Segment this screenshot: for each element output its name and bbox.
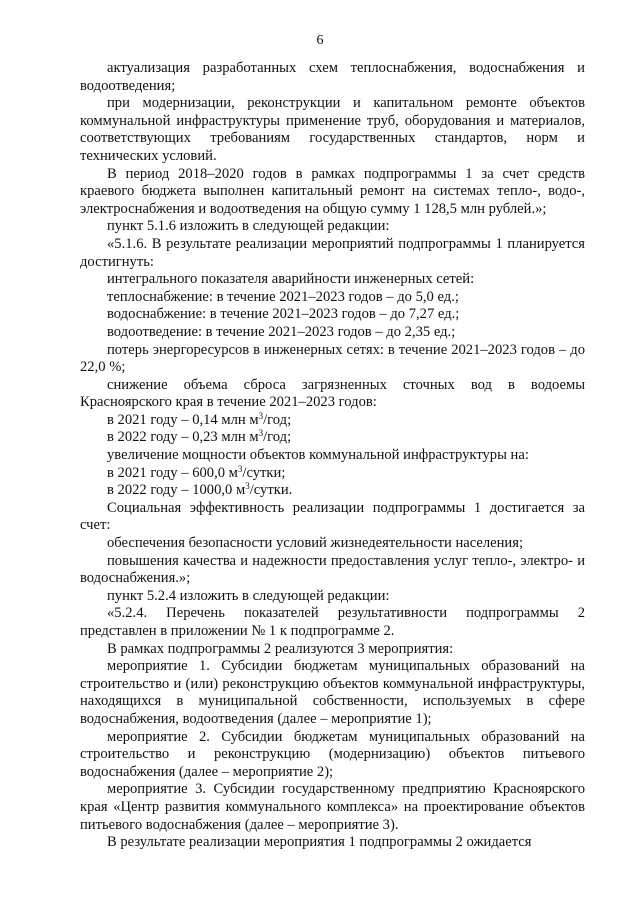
page-number: 6 xyxy=(316,33,324,48)
text-run: в 2022 году – 0,23 млн м xyxy=(107,429,259,446)
paragraph: пункт 5.2.4 изложить в следующей редакции: xyxy=(107,587,390,604)
superscript: 3 xyxy=(245,481,250,492)
paragraph xyxy=(80,412,585,430)
paragraph: Социальная эффективность реализации подпрограммы 1 достигается за счет: xyxy=(80,499,585,534)
paragraph: водоснабжение: в течение 2021–2023 годов – до 7,27 ед.; xyxy=(107,306,460,323)
paragraph: «5.2.4. Перечень показателей результативности подпрограммы 2 представлен в приложении № 1 к подпрограмме 2. xyxy=(80,605,585,639)
text-run: /сутки. xyxy=(249,482,293,499)
paragraph: потерь энергоресурсов в инженерных сетях: в течение 2021–2023 годов – до 22,0 %; xyxy=(80,341,585,376)
paragraph: В период 2018–2020 годов в рамках подпрограммы 1 за счет средств краевого бюджета выполнен капитальный ремонт на системах тепло-, водо-, электроснабжения и водоотведения на общую сумму 1 128,5 млн рублей.»; xyxy=(80,165,585,217)
paragraph xyxy=(80,429,585,447)
paragraph: повышения качества и надежности предоставления услуг тепло-, электро- и водоснабжения.»; xyxy=(80,552,585,587)
paragraph xyxy=(80,465,585,483)
paragraph: увеличение мощности объектов коммунальной инфраструктуры на: xyxy=(107,447,529,464)
text-run: /сутки; xyxy=(242,464,286,481)
text-run: в 2022 году – 1000,0 м xyxy=(107,482,246,499)
superscript: 3 xyxy=(258,428,264,439)
paragraph: интегрального показателя аварийности инженерных сетей: xyxy=(107,271,475,288)
paragraph: «5.1.6. В результате реализации мероприятий подпрограммы 1 планируется достигнуть: xyxy=(80,235,585,270)
paragraph: при модернизации, реконструкции и капитальном ремонте объектов коммунальной инфраструктуры применение труб, оборудования и материалов, соответствующих требованиям государственных стандартов, норм и технических условий. xyxy=(80,95,585,164)
paragraph: водоотведение: в течение 2021–2023 годов – до 2,35 ед.; xyxy=(107,323,456,340)
text-run: /год; xyxy=(263,411,292,428)
paragraph: мероприятие 2. Субсидии бюджетам муниципальных образований на строительство и реконструкцию (модернизацию) объектов питьевого водоснабжения (далее – мероприятие 2); xyxy=(80,728,585,780)
text-run: в 2021 году – 0,14 млн м xyxy=(107,411,259,428)
text-run: /год; xyxy=(263,429,292,446)
text-run: в 2021 году – 600,0 м xyxy=(107,464,238,481)
paragraph xyxy=(80,482,585,500)
paragraph: мероприятие 3. Субсидии государственному предприятию Красноярского края «Центр развития коммунального комплекса» на проектирование объектов питьевого водоснабжения (далее – мероприятие 3). xyxy=(80,781,585,833)
paragraph: мероприятие 1. Субсидии бюджетам муниципальных образований на строительство и (или) реконструкцию объектов коммунальной инфраструктуры, находящихся в муниципальной собственности, используемых в сфере водоснабжения, водоотведения (далее – мероприятие 1); xyxy=(80,658,585,727)
paragraph: снижение объема сброса загрязненных сточных вод в водоемы Красноярского края в течение 2021–2023 годов: xyxy=(80,376,585,411)
paragraph: В результате реализации мероприятия 1 подпрограммы 2 ожидается xyxy=(107,834,532,851)
document-body xyxy=(80,60,585,852)
paragraph: В рамках подпрограммы 2 реализуются 3 мероприятия: xyxy=(107,640,454,657)
paragraph: пункт 5.1.6 изложить в следующей редакции: xyxy=(107,218,390,235)
paragraph: теплоснабжение: в течение 2021–2023 годов – до 5,0 ед.; xyxy=(107,288,459,305)
superscript: 3 xyxy=(258,410,264,421)
superscript: 3 xyxy=(237,463,243,474)
paragraph: актуализация разработанных схем теплоснабжения, водоснабжения и водоотведения; xyxy=(80,60,585,94)
paragraph: обеспечения безопасности условий жизнедеятельности населения; xyxy=(107,535,524,552)
